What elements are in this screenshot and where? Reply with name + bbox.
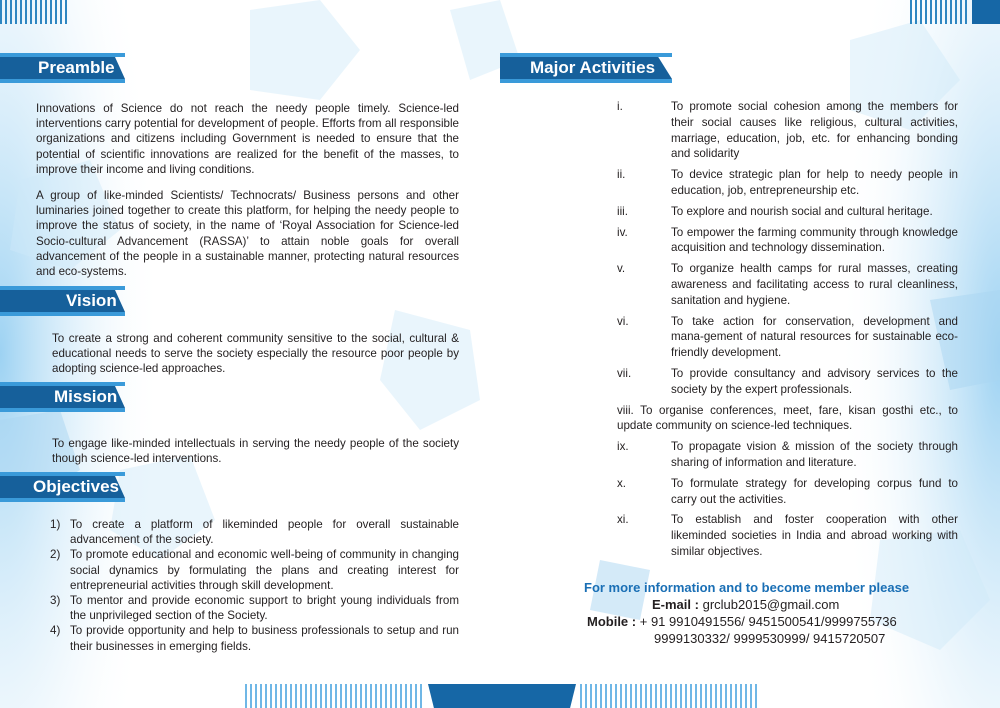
objective-item	[36, 517, 459, 547]
mobile-numbers-line1: + 91 9910491556/ 9451500541/9999755736	[639, 614, 897, 629]
activity-text: To formulate strategy for developing corpus fund to carry out the activities.	[671, 476, 958, 506]
activity-number: i.	[617, 100, 623, 113]
activities-header	[500, 53, 672, 83]
email-row	[584, 596, 984, 613]
top-stripes-left	[0, 0, 70, 24]
activity-item	[617, 476, 958, 508]
activity-text: To organise conferences, meet, fare, kisan gosthi etc., to update community on science-led techniques.	[617, 403, 958, 433]
activities-list	[617, 99, 958, 565]
mission-header	[0, 382, 125, 412]
activity-number: vi.	[617, 314, 629, 328]
contact-block	[584, 579, 984, 647]
preamble-header	[0, 53, 125, 83]
bottom-stripes-left	[245, 684, 425, 708]
mobile-label: Mobile :	[587, 614, 637, 629]
vision-title: Vision	[66, 291, 117, 310]
activity-item	[617, 314, 958, 361]
mobile-numbers-line2: 9999130332/ 9999530999/ 9415720507	[654, 631, 886, 646]
activity-item	[617, 204, 958, 220]
activity-text: To provide consultancy and advisory services to the society by the expert professionals.	[671, 366, 958, 396]
mission-title: Mission	[54, 387, 118, 406]
objective-number: 4)	[50, 624, 61, 638]
bottom-stripes-right	[580, 684, 760, 708]
objective-text: To mentor and provide economic support to bright young individuals from the unprivileged section of the Society.	[70, 594, 459, 623]
preamble-paragraph-1: Innovations of Science do not reach the needy people timely. Science-led interventions carry potential for development of people. Efforts from all responsible organizations and citizens including Government is needed to ensure that the potential of scientific innovations are realized for the benefit of the masses, to improve their income and living conditions.	[36, 102, 459, 176]
email-label: E-mail :	[652, 597, 699, 612]
preamble-title: Preamble	[38, 58, 115, 77]
activity-number: vii.	[617, 366, 632, 380]
activity-number: viii.	[617, 403, 634, 417]
top-stripes-right	[910, 0, 970, 24]
activity-number: v.	[617, 262, 626, 276]
objective-number: 1)	[50, 518, 61, 531]
bottom-center-block	[428, 684, 576, 708]
activity-text: To promote social cohesion among the members for their social causes like religious, cultural activities, marriage, education, job, etc. for enhancing bonding and solidarity	[671, 100, 958, 161]
activity-text: To explore and nourish social and cultural heritage.	[671, 204, 933, 218]
vision-text: To create a strong and coherent community sensitive to the social, cultural & educational needs to serve the society especially the resource poor people by adopting science-led approaches.	[52, 332, 459, 376]
activity-text: To propagate vision & mission of the society through sharing of information and literature.	[671, 440, 958, 469]
activity-number: iii.	[617, 204, 628, 218]
activity-number: x.	[617, 476, 627, 490]
objective-item	[36, 593, 459, 623]
objective-text: To provide opportunity and help to business professionals to setup and run their businesses in emerging fields.	[70, 624, 459, 653]
activity-number: xi.	[617, 513, 629, 527]
objective-item	[36, 547, 459, 593]
corner-block	[972, 0, 1000, 24]
email-address[interactable]: grclub2015@gmail.com	[702, 597, 840, 612]
objective-text: To promote educational and economic well-being of community in changing social dynamics by formulating the plans and creating interest for entrepreneurial activities through skill development.	[70, 548, 459, 592]
activities-title: Major Activities	[530, 58, 656, 77]
activity-text: To take action for conservation, development and mana-gement of natural resources for sustainable eco-friendly development.	[671, 314, 958, 360]
activity-item	[617, 261, 958, 308]
objective-number: 2)	[50, 548, 61, 562]
objectives-title: Objectives	[33, 477, 119, 496]
activity-item	[617, 403, 958, 435]
activity-number: ii.	[617, 168, 626, 182]
activity-item	[617, 439, 958, 471]
activity-item	[617, 225, 958, 257]
contact-heading: For more information and to become member please	[584, 580, 910, 595]
objective-item	[36, 623, 459, 653]
activity-item	[617, 99, 958, 162]
activity-text: To empower the farming community through knowledge acquisition and technology dissemination.	[671, 225, 958, 255]
activity-number: iv.	[617, 225, 628, 239]
activity-item	[617, 366, 958, 398]
vision-header	[0, 286, 125, 316]
activity-item	[617, 167, 958, 199]
mobile-row	[584, 613, 984, 630]
objective-number: 3)	[50, 594, 61, 608]
activity-text: To device strategic plan for help to needy people in education, job, entrepreneurship etc.	[671, 168, 958, 197]
objectives-list	[36, 517, 459, 654]
activity-item	[617, 512, 958, 559]
objectives-header	[0, 472, 125, 502]
activity-number: ix.	[617, 440, 629, 454]
mission-text: To engage like-minded intellectuals in serving the needy people of the society though science-led interventions.	[52, 437, 459, 466]
activity-text: To organize health camps for rural masses, creating awareness and facilitating access to rural cleanliness, sanitation and hygiene.	[671, 262, 958, 307]
activity-text: To establish and foster cooperation with other likeminded societies in India and abroad working with similar objectives.	[671, 513, 958, 558]
preamble-paragraph-2: A group of like-minded Scientists/ Technocrats/ Business persons and other luminaries joined together to create this platform, for helping the needy people to improve the status of society, in the name of ‘Royal Association for Science-led Socio-cultural Advancement (RASSA)’ to attain noble goals for overall advancement of the people in a sustainable manner, protecting natural resources and eco-systems.	[36, 189, 459, 279]
objective-text: To create a platform of likeminded people for overall sustainable advancement of the society.	[70, 518, 459, 547]
